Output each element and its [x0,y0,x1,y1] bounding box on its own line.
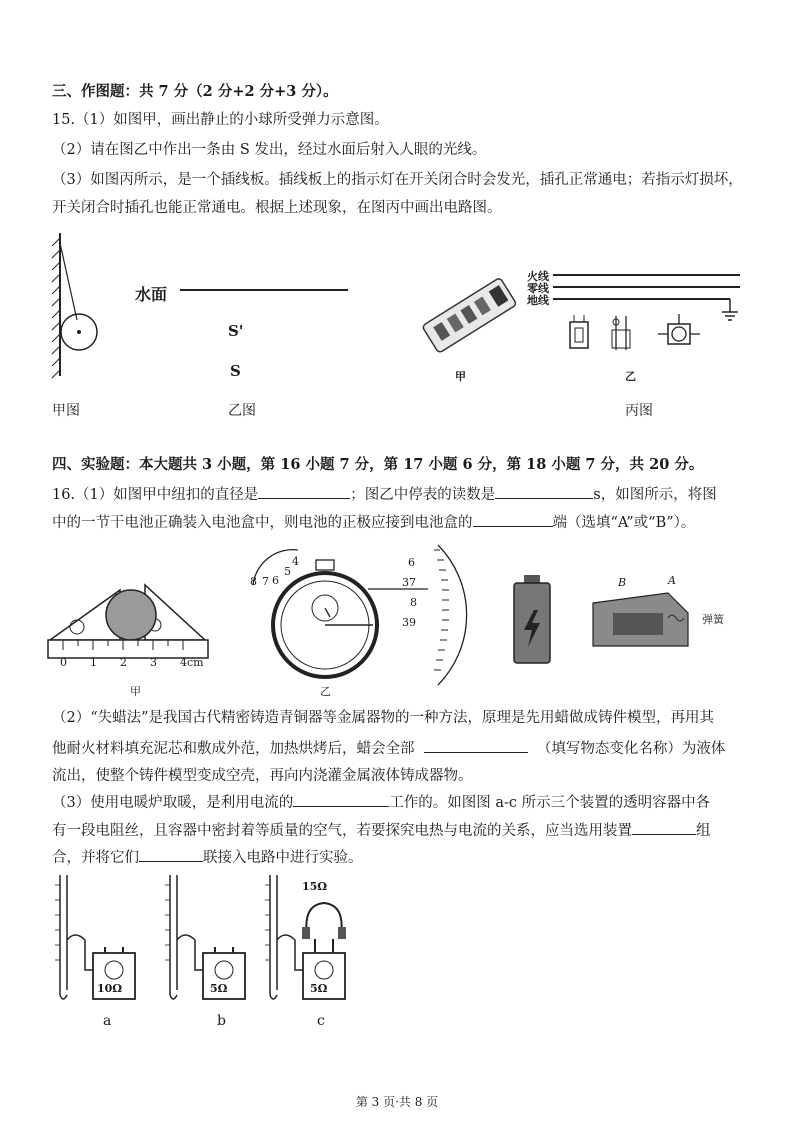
sub-label-yi-16: 乙 [320,685,331,698]
resistor-b-value: 5Ω [210,982,228,995]
battery-box-label-b: B [618,576,627,589]
q16-text: 有一段电阻丝，且容器中密封着等质量的空气，若要探究电热与电流的关系，应当选用装置 [52,823,632,839]
ruler-tick-0: 0 [60,656,67,669]
scale-label-6: 6 [408,556,415,569]
q16-part2-line1: （2）“失蜡法”是我国古代精密铸造青铜器等金属器物的一种方法，原理是先用蜡做成铸件模型，再用其 [52,710,715,726]
circuit-wires-figure [550,270,750,360]
q15-part3-line1: （3）如图丙所示，是一个插线板。插线板上的指示灯在开关闭合时会发光，插孔正常通电；若指示灯损坏， [52,172,743,188]
q16-part1-line1 [52,484,717,505]
spring-label: 弹簧 [702,613,724,626]
q16-part3-line1 [52,792,710,813]
q16-part3-line2 [52,820,711,841]
sub-label-yi: 乙 [625,370,636,383]
q16-text: 合，并将它们 [52,850,139,866]
q15-part1: 15.（1）如图甲，画出静止的小球所受弹力示意图。 [52,112,389,128]
q16-text: 他耐火材料填充泥芯和敷成外范，加热烘烤后，蜡会全部 [52,741,415,757]
dial-small-6: 6 [272,574,279,587]
figure-jia-ball-on-wall [40,228,120,378]
q16-part2-line2 [52,738,725,759]
q16-text: 16.（1）如图甲中纽扣的直径是 [52,487,259,503]
scale-label-39: 39 [402,616,416,629]
power-strip-image [418,275,518,355]
point-s-prime: S' [228,322,244,340]
sub-label-jia: 甲 [455,370,466,383]
device-a-figure [45,875,145,1005]
device-a-label: a [103,1013,112,1029]
caption-yi-figure: 乙图 [228,403,256,419]
q16-text: （3）使用电暖炉取暖，是利用电流的 [52,795,294,811]
ruler-tick-4cm: 4cm [180,656,204,669]
answer-blank-phase-change[interactable] [424,738,528,753]
answer-blank-connection[interactable] [139,847,203,862]
q16-text: （填写物态变化名称）为液体 [536,741,726,757]
stopwatch-figure [248,545,448,695]
ruler-tick-3: 3 [150,656,157,669]
q15-part3-line2: 开关闭合时插孔也能正常通电。根据上述现象，在图丙中画出电路图。 [52,200,502,216]
ground-wire-label: 地线 [527,294,549,307]
dial-small-7: 7 [262,575,269,588]
scale-label-8: 8 [410,596,417,609]
device-b-label: b [217,1013,226,1029]
caption-bing-figure: 丙图 [625,403,653,419]
page-number: 第 3 页·共 8 页 [355,1095,439,1109]
live-wire-label: 火线 [527,270,549,283]
q16-part3-line3 [52,847,363,868]
neutral-wire-label: 零线 [527,282,549,295]
answer-blank-effect[interactable] [293,792,389,807]
q16-text: 中的一节干电池正确装入电池盒中，则电池的正极应接到电池盒的 [52,515,473,531]
water-surface-label: 水面 [135,285,168,304]
answer-blank-stopwatch[interactable] [495,484,593,499]
point-s: S [230,362,241,380]
section3-title: 三、作图题：共 7 分（2 分+2 分+3 分）。 [52,83,338,100]
resistor-c-value: 5Ω [310,982,328,995]
dial-small-8: 8 [250,575,257,588]
resistor-parallel-value: 15Ω [302,880,328,893]
battery-box-label-a: A [668,574,676,587]
q16-part2-line3: 流出，使整个铸件模型变成空壳，再向内浇灌金属液体铸成器物。 [52,768,473,784]
q16-text: 联接入电路中进行实验。 [203,850,363,866]
scale-label-37: 37 [402,576,416,589]
answer-blank-terminal[interactable] [473,512,553,527]
device-c-label: c [317,1013,325,1029]
battery-box-image [588,588,698,648]
sub-label-jia-16: 甲 [130,685,141,698]
battery-image [510,575,555,665]
device-b-figure [155,875,255,1005]
caption-jia-figure: 甲图 [52,403,80,419]
ruler-tick-2: 2 [120,656,127,669]
water-surface-line [180,288,350,292]
dial-small-4: 4 [292,555,299,568]
section4-title: 四、实验题：本大题共 3 小题，第 16 小题 7 分，第 17 小题 6 分，第 18 小题 7 分，共 20 分。 [52,456,704,473]
q16-text: s，如图所示，将图 [593,487,717,503]
q16-text: 端（选填“A”或“B”）。 [552,515,696,531]
q16-text: ；图乙中停表的读数是 [350,487,496,503]
q16-text: 组 [696,823,711,839]
device-c-figure [255,875,355,1005]
dial-small-5: 5 [284,565,291,578]
q16-text: 工作的。如图图 a-c 所示三个装置的透明容器中各 [389,795,711,811]
ruler-tick-1: 1 [90,656,97,669]
q15-part2: （2）请在图乙中作出一条由 S 发出，经过水面后射入人眼的光线。 [52,142,487,158]
answer-blank-diameter[interactable] [258,484,350,499]
resistor-a-value: 10Ω [97,982,123,995]
q16-part1-line2 [52,512,695,533]
answer-blank-device-combo[interactable] [632,820,696,835]
